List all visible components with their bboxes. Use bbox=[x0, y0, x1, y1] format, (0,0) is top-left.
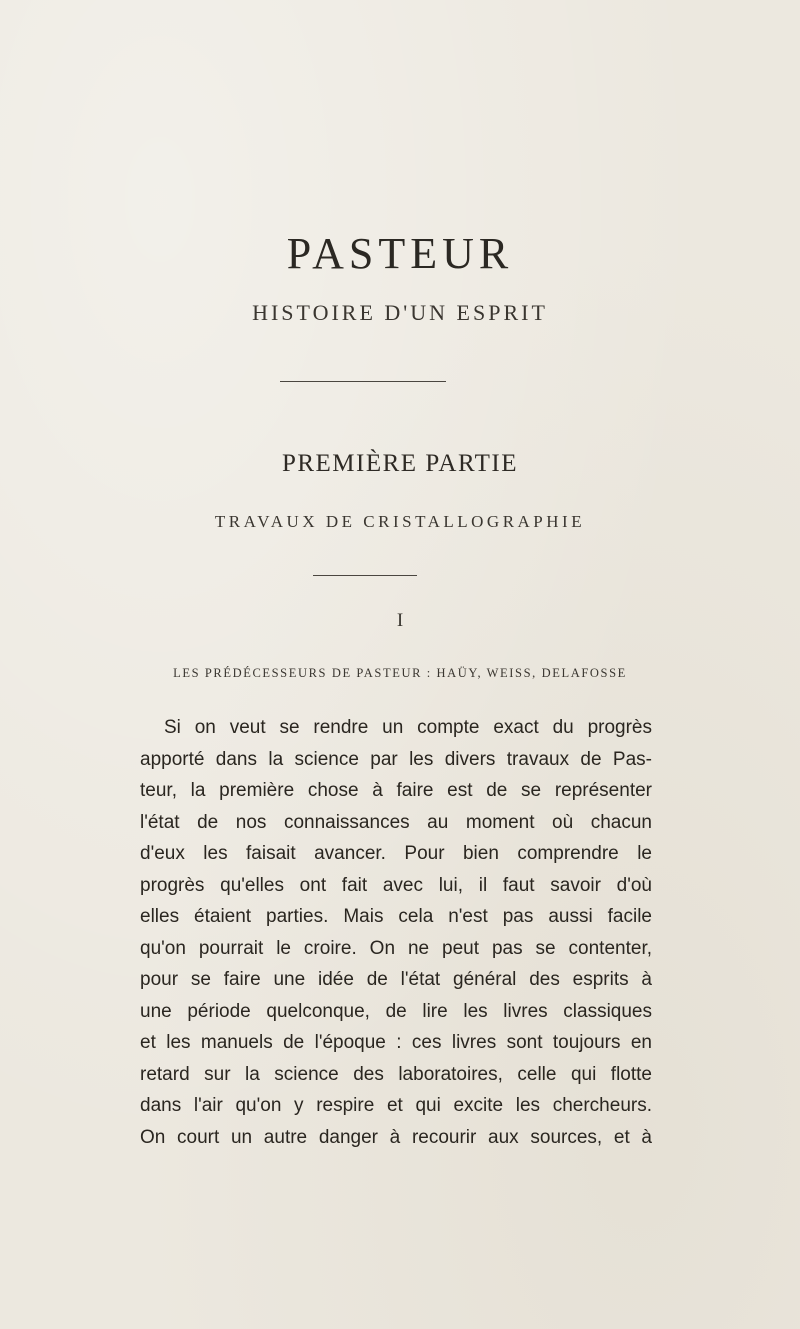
text-line: d'eux les faisait avancer. Pour bien comprendre le bbox=[140, 843, 652, 864]
text-line: retard sur la science des laboratoires, celle qui flotte bbox=[140, 1063, 652, 1085]
book-subtitle: HISTOIRE D'UN ESPRIT bbox=[252, 300, 548, 325]
text-line: qu'on pourrait le croire. On ne peut pas se contenter, bbox=[140, 937, 652, 959]
text-line: dans l'air qu'on y respire et qui excite les chercheurs. bbox=[140, 1095, 652, 1116]
text-line: pour se faire une idée de l'état général des esprits à bbox=[140, 969, 652, 990]
text-line: progrès qu'elles ont fait avec lui, il faut savoir d'où bbox=[140, 874, 652, 896]
part-subtitle: TRAVAUX DE CRISTALLOGRAPHIE bbox=[214, 512, 586, 531]
text-line: On court un autre danger à recourir aux sources, et à bbox=[140, 1126, 652, 1148]
divider-rule bbox=[280, 381, 446, 382]
text-line: elles étaient parties. Mais cela n'est pas aussi facile bbox=[140, 906, 652, 927]
chapter-number: I bbox=[396, 610, 404, 631]
body-paragraph bbox=[140, 712, 652, 1153]
part-title: PREMIÈRE PARTIE bbox=[281, 450, 519, 477]
text-line: et les manuels de l'époque : ces livres sont toujours en bbox=[140, 1032, 652, 1053]
text-line: teur, la première chose à faire est de se représenter bbox=[140, 780, 652, 801]
text-line: une période quelconque, de lire les livres classiques bbox=[140, 1000, 652, 1022]
divider-rule bbox=[313, 575, 417, 576]
text-line: apporté dans la science par les divers travaux de Pas- bbox=[140, 748, 652, 770]
chapter-title: LES PRÉDÉCESSEURS DE PASTEUR : HAÜY, WEISS, DELAFOSSE bbox=[173, 666, 627, 680]
text-line: l'état de nos connaissances au moment où chacun bbox=[140, 811, 652, 833]
book-title: PASTEUR bbox=[286, 229, 514, 278]
text-line: Si on veut se rendre un compte exact du progrès bbox=[164, 717, 652, 738]
